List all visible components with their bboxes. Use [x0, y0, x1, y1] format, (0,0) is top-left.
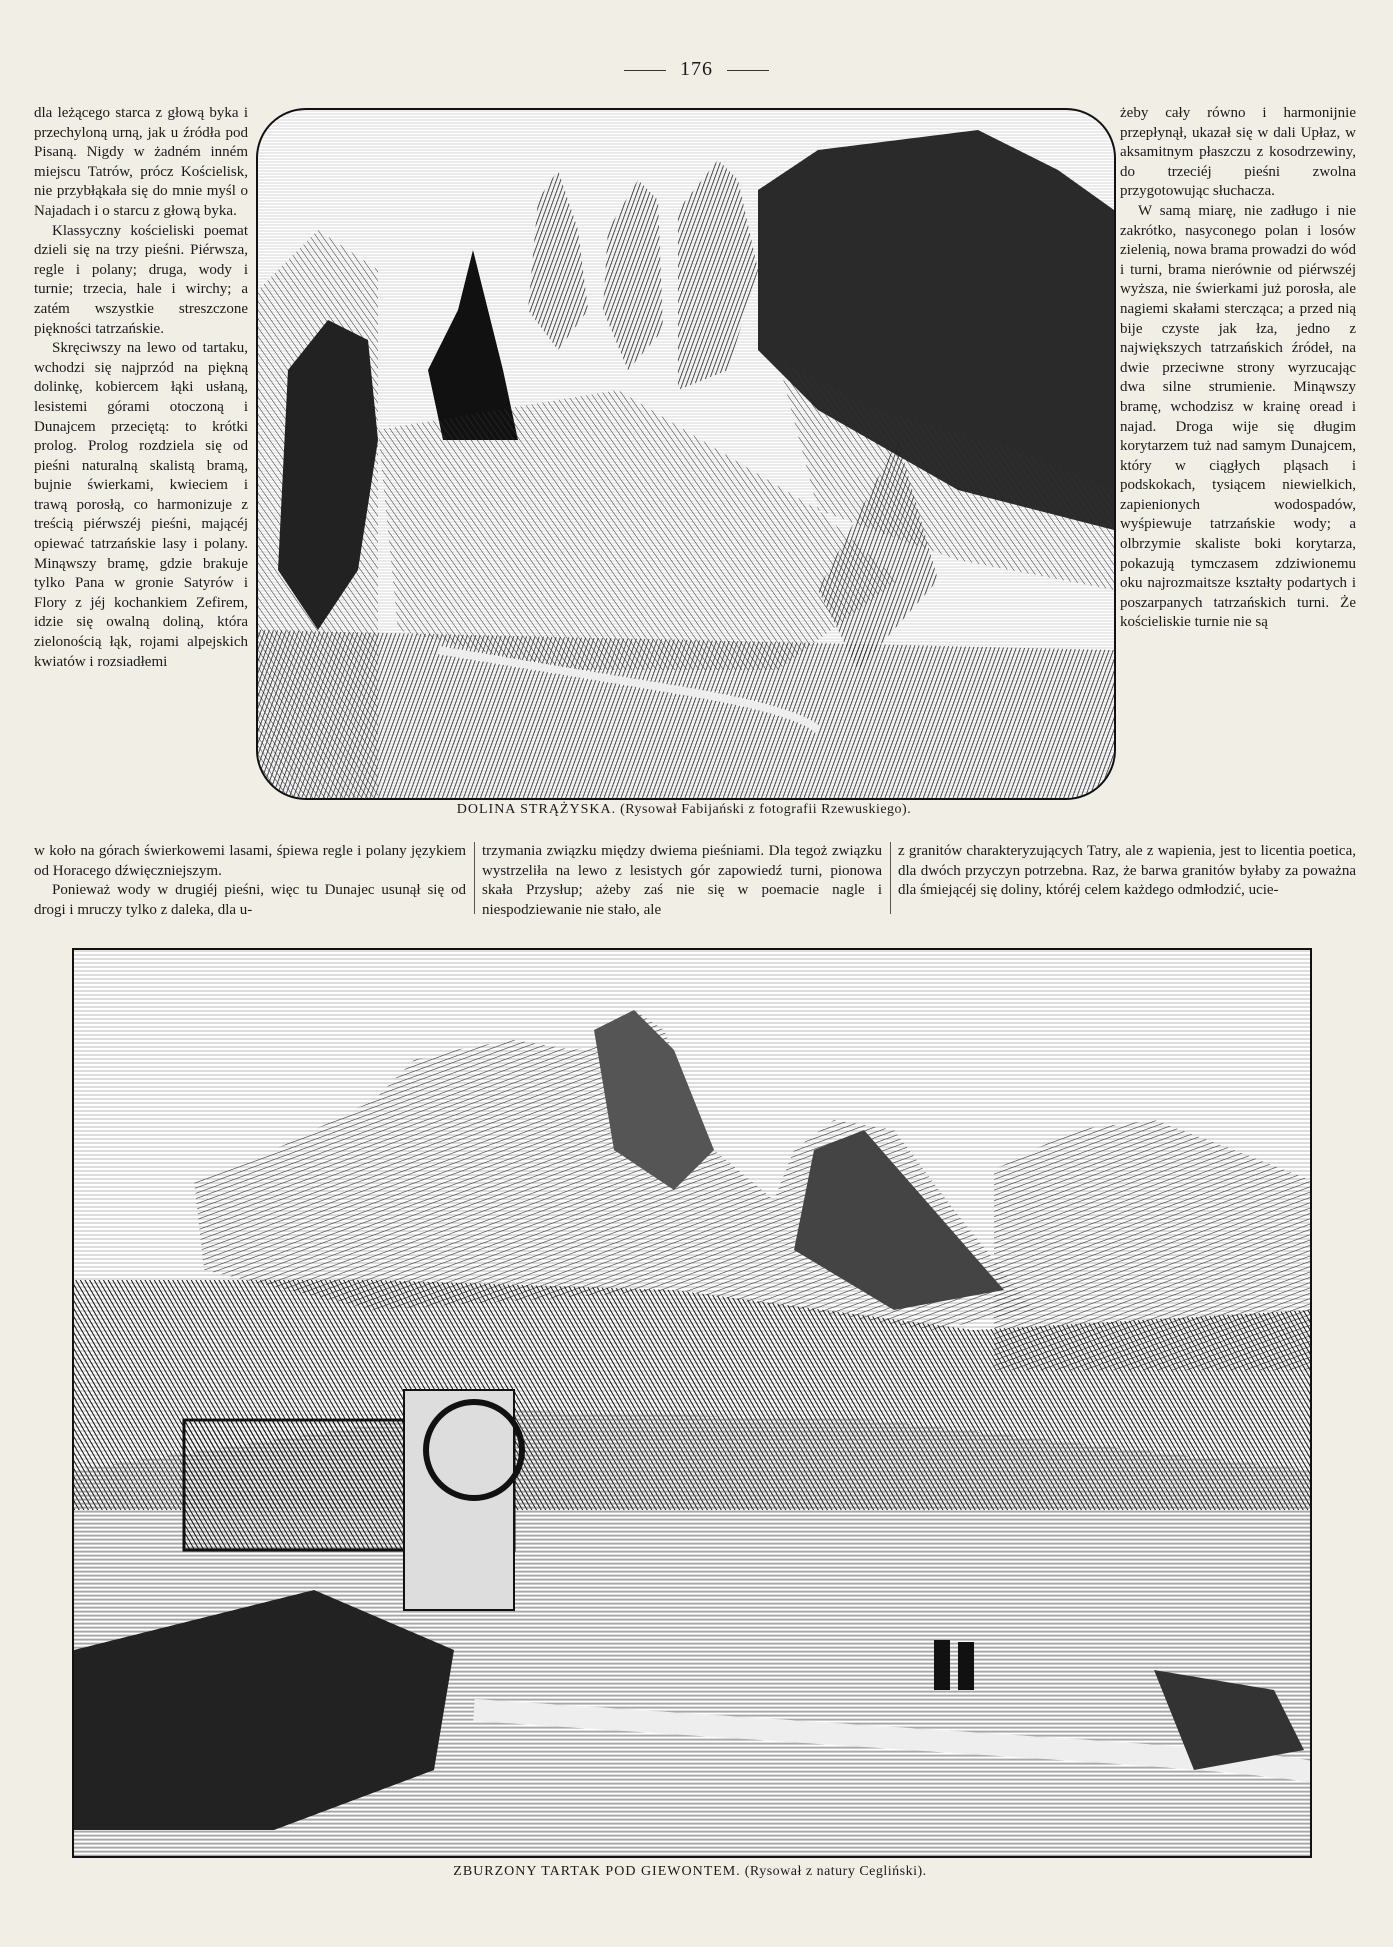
- left-column: [34, 104, 248, 840]
- middle-wide-text: [482, 842, 882, 920]
- page-number: 176: [680, 58, 713, 80]
- page-number-header: [0, 58, 1393, 81]
- left-column-tail: w koło na górach świerkowemi lasami, śpiewa regle i polany językiem od Horacego dźwięczniejszym.: [34, 843, 466, 879]
- engraving-valley-rocks: [258, 110, 1114, 798]
- right-column: [1120, 104, 1356, 840]
- left-paragraph-3: Skręciwszy na lewo od tartaku, wchodzi się najprzód na piękną dolinkę, kobiercem łąki usłaną, lesistemi górami otoczoną i Dunajcem przeciętą: to krótki prolog. Prolog rozdziela się od pieśni naturalną skalistą bramą, bujnie świerkami, kwieciem i trawą porosłą, co harmonizuje z treścią piérwszéj pieśni, mającéj opiewać tatrzańskie lasy i polany. Minąwszy bramę, gdzie brakuje tylko Pana w gronie Satyrów i Flory z jéj kochankiem Zefirem, idzie się owalną doliną, która zielonością łąk, rojami alpejskich kwiatów i rozsiadłemi: [34, 340, 248, 670]
- column-rule-1: [474, 842, 475, 914]
- figure1-caption-title: DOLINA STRĄŻYSKA.: [456, 802, 617, 817]
- figure1-caption: [256, 802, 1112, 818]
- header-rule-right: [727, 70, 769, 71]
- right-paragraph-1: żeby cały równo i harmonijnie przepłynął, ukazał się w dali Upłaz, w aksamitnym płaszczu z kosodrzewiny, do trzeciéj pieśni zwolna przygotowując słuchacza.: [1120, 105, 1356, 200]
- left-column-last: Ponieważ wody w drugiéj pieśni, więc tu Dunajec usunął się od drogi i mruczy tylko z daleka, dla u-: [34, 882, 466, 918]
- figure2-caption-credit: (Rysował z natury Cegliński).: [744, 1864, 927, 1879]
- column-rule-2: [890, 842, 891, 914]
- figure-zburzony-tartak: [72, 948, 1312, 1858]
- right-paragraph-2: W samą miarę, nie zadługo i nie zakrótko, nasyconego polan i losów zielenią, nowa brama prowadzi do wód i turni, brama nierównie od piérwszéj wyższa, nie świerkami już porosła, ale nagiemi skałami stercząca; a przed nią bije czyste jak łza, jedno z największych tatrzańskich źródeł, na dwie przeciwne strony wyrzucając dwa silne strumienie. Minąwszy bramę, wchodzisz w krainę oread i najad. Droga wije się długim korytarzem tuż nad samym Dunajcem, który w ciągłych pląsach i podskokach, tysiącem niewielkich, zapienionych wodospadów, wyśpiewuje tatrzańskie wody; a olbrzymie skaliste boki korytarza, pokazują tymczasem zdziwionemu oku najrozmaitsze kształty podartych i poszarpanych tatrzańskich turni. Że kościeliskie turnie nie są: [1120, 202, 1356, 631]
- left-paragraph-1: dla leżącego starca z głową byka i przechyloną urną, jak u źródła pod Pisaną. Nigdy w żadném inném miejscu Tatrów, prócz Kościelisk, nie przybłąkała się do mnie myśl o Najadach i o starcu z głową byka.: [34, 105, 248, 219]
- header-rule-left: [624, 70, 666, 71]
- right-wide-paragraph: z granitów charakteryzujących Tatry, ale z wapienia, jest to licentia poetica, dla dwóch przyczyn potrzebna. Raz, że barwa granitów byłaby za poważna dla śmiejącéj się doliny, któréj celem każdego odmłodzić, ucie-: [898, 843, 1356, 899]
- middle-paragraph: trzymania związku między dwiema pieśniami. Dla tegoż związku wystrzeliła na lewo z lesistych gór zapowiedź turni, pionowa skała Przysłup; ażeby zaś nie się w poemacie nagle i niespodziewanie nie stało, ale: [482, 843, 882, 918]
- right-wide-text: [898, 842, 1356, 901]
- left-paragraph-2: Klassyczny kościeliski poemat dzieli się na trzy pieśni. Piérwsza, regle i polany; druga, wody i turnie; trzecia, hale i wirchy; a zatém wszystkie streszczone piękności tatrzańskie.: [34, 222, 248, 337]
- figure1-caption-credit: (Rysował Fabijański z fotografii Rzewuskiego).: [620, 802, 912, 817]
- left-wide-text: [34, 842, 466, 920]
- engraving-ruined-sawmill: [74, 950, 1310, 1856]
- figure2-caption-title: ZBURZONY TARTAK POD GIEWONTEM.: [453, 1864, 741, 1879]
- figure-dolina-strazyska: [256, 108, 1116, 800]
- figure2-caption: [72, 1864, 1308, 1880]
